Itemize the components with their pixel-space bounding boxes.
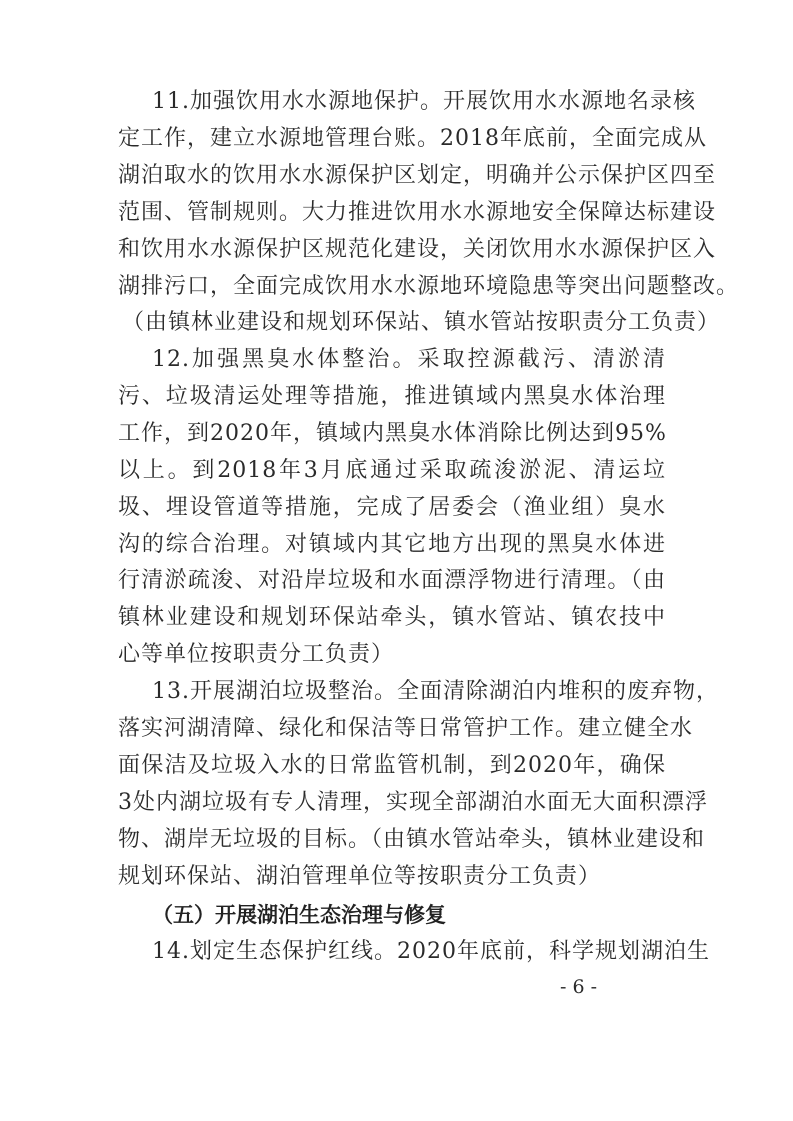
paragraph-line: 落实河湖清障、绿化和保洁等日常管护工作。建立健全水 [118,715,694,741]
page-number: - 6 - [560,976,598,998]
paragraph-line: 物、湖岸无垃圾的目标。（由镇水管站牵头，镇林业建设和 [118,826,706,852]
paragraph-line: 镇林业建设和规划环保站牵头，镇水管站、镇农技中 [118,605,666,631]
paragraph-line: 以上。到2018年3月底通过采取疏浚淤泥、清运垃 [118,457,666,483]
paragraph-line: 规划环保站、湖泊管理单位等按职责分工负责） [118,863,602,889]
paragraph-line: 13.开展湖泊垃圾整治。全面清除湖泊内堆积的废弃物， [152,679,719,704]
paragraph-line: 11.加强饮用水水源地保护。开展饮用水水源地名录核 [152,89,696,114]
paragraph-line: 行清淤疏浚、对沿岸垃圾和水面漂浮物进行清理。（由 [118,568,666,594]
section-heading: （五）开展湖泊生态治理与修复 [152,903,446,927]
paragraph-line: 污、垃圾清运处理等措施，推进镇域内黑臭水体治理 [118,383,666,409]
paragraph-line: 沟的综合治理。对镇域内其它地方出现的黑臭水体进 [118,531,666,557]
paragraph-line: 工作，到2020年，镇域内黑臭水体消除比例达到95% [118,420,667,446]
paragraph-line: 和饮用水水源保护区规范化建设，关闭饮用水水源保护区入 [118,236,717,262]
paragraph-line: 湖泊取水的饮用水水源保护区划定，明确并公示保护区四至 [118,162,717,188]
paragraph-line: 圾、埋设管道等措施，完成了居委会（渔业组）臭水 [118,494,666,520]
paragraph-14-line: 14.划定生态保护红线。2020年底前，科学规划湖泊生 [152,939,710,964]
paragraph-line: 面保洁及垃圾入水的日常监管机制，到2020年，确保 [118,752,666,778]
paragraph-line: 心等单位按职责分工负责） [118,642,395,668]
paragraph-line: 湖排污口，全面完成饮用水水源地环境隐患等突出问题整改。 [118,273,740,299]
paragraph-line: 定工作，建立水源地管理台账。2018年底前，全面完成从 [118,125,707,151]
paragraph-line: （由镇林业建设和规划环保站、镇水管站按职责分工负责） [122,310,721,336]
paragraph-line: 范围、管制规则。大力推进饮用水水源地安全保障达标建设 [118,199,717,225]
paragraph-line: 12.加强黑臭水体整治。采取控源截污、清淤清 [152,347,666,372]
paragraph-line: 3处内湖垃圾有专人清理，实现全部湖泊水面无大面积漂浮 [118,789,708,815]
